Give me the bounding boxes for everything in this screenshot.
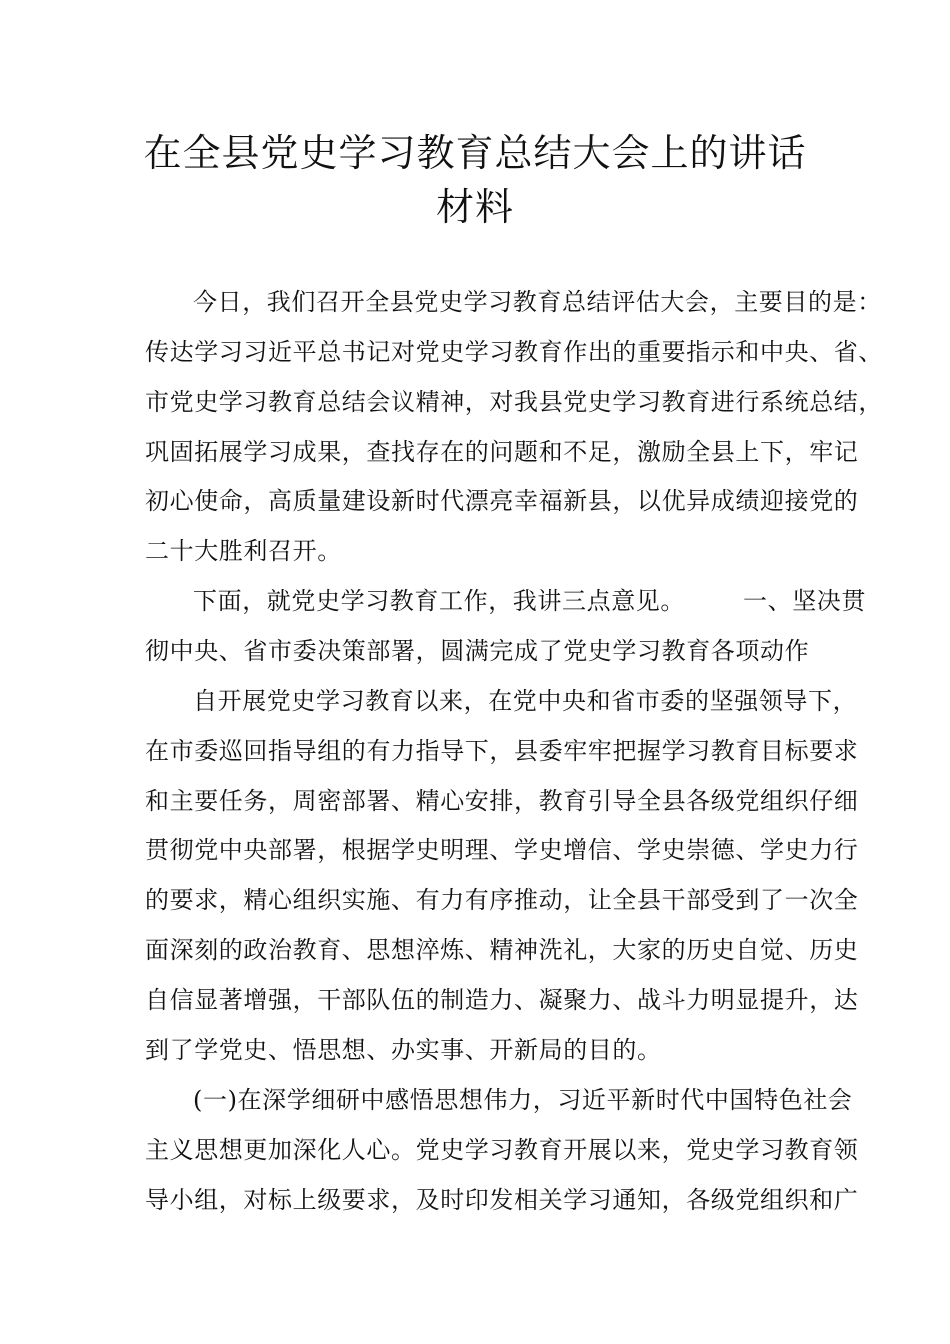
body-line: 今日，我们召开全县党史学习教育总结评估大会，主要目的是： (193, 288, 882, 316)
section-heading-1-start: 一、坚决贯 (743, 587, 866, 615)
body-line: 巩固拓展学习成果，查找存在的问题和不足，激励全县上下，牢记 (145, 438, 859, 466)
document-title (120, 126, 830, 234)
body-line: 和主要任务，周密部署、精心安排，教育引导全县各级党组织仔细 (145, 787, 859, 815)
body-line: 的要求，精心组织实施、有力有序推动，让全县干部受到了一次全 (145, 886, 859, 914)
body-line: 自信显著增强，干部队伍的制造力、凝聚力、战斗力明显提升，达 (145, 986, 859, 1014)
body-line: 贯彻党中央部署，根据学史明理、学史增信、学史崇德、学史力行 (145, 836, 859, 864)
body-line-text: 下面，就党史学习教育工作，我讲三点意见。 (193, 587, 685, 615)
body-line: (一)在深学细研中感悟思想伟力，习近平新时代中国特色社会 (193, 1086, 853, 1114)
body-line: 在市委巡回指导组的有力指导下，县委牢牢把握学习教育目标要求 (145, 737, 859, 765)
body-line: 导小组，对标上级要求，及时印发相关学习通知，各级党组织和广 (145, 1186, 859, 1214)
body-line: 传达学习习近平总书记对党史学习教育作出的重要指示和中央、省、 (145, 338, 883, 366)
title-line-1: 在全县党史学习教育总结大会上的讲话 (143, 131, 807, 175)
section-heading-1-cont: 彻中央、省市委决策部署，圆满完成了党史学习教育各项动作 (145, 637, 810, 665)
body-line: 市党史学习教育总结会议精神，对我县党史学习教育进行系统总结， (145, 388, 883, 416)
body-line: 面深刻的政治教育、思想淬炼、精神洗礼，大家的历史自觉、历史 (145, 936, 859, 964)
body-line: 自开展党史学习教育以来，在党中央和省市委的坚强领导下， (193, 687, 858, 715)
body-line: 二十大胜利召开。 (145, 537, 342, 565)
body-line: 初心使命，高质量建设新时代漂亮幸福新县，以优异成绩迎接党的 (145, 487, 859, 515)
body-line: 到了学党史、悟思想、办实事、开新局的目的。 (145, 1036, 662, 1064)
body-line (193, 581, 866, 621)
body-line: 主义思想更加深化人心。党史学习教育开展以来，党史学习教育领 (145, 1136, 859, 1164)
title-line-2: 材料 (435, 185, 514, 229)
